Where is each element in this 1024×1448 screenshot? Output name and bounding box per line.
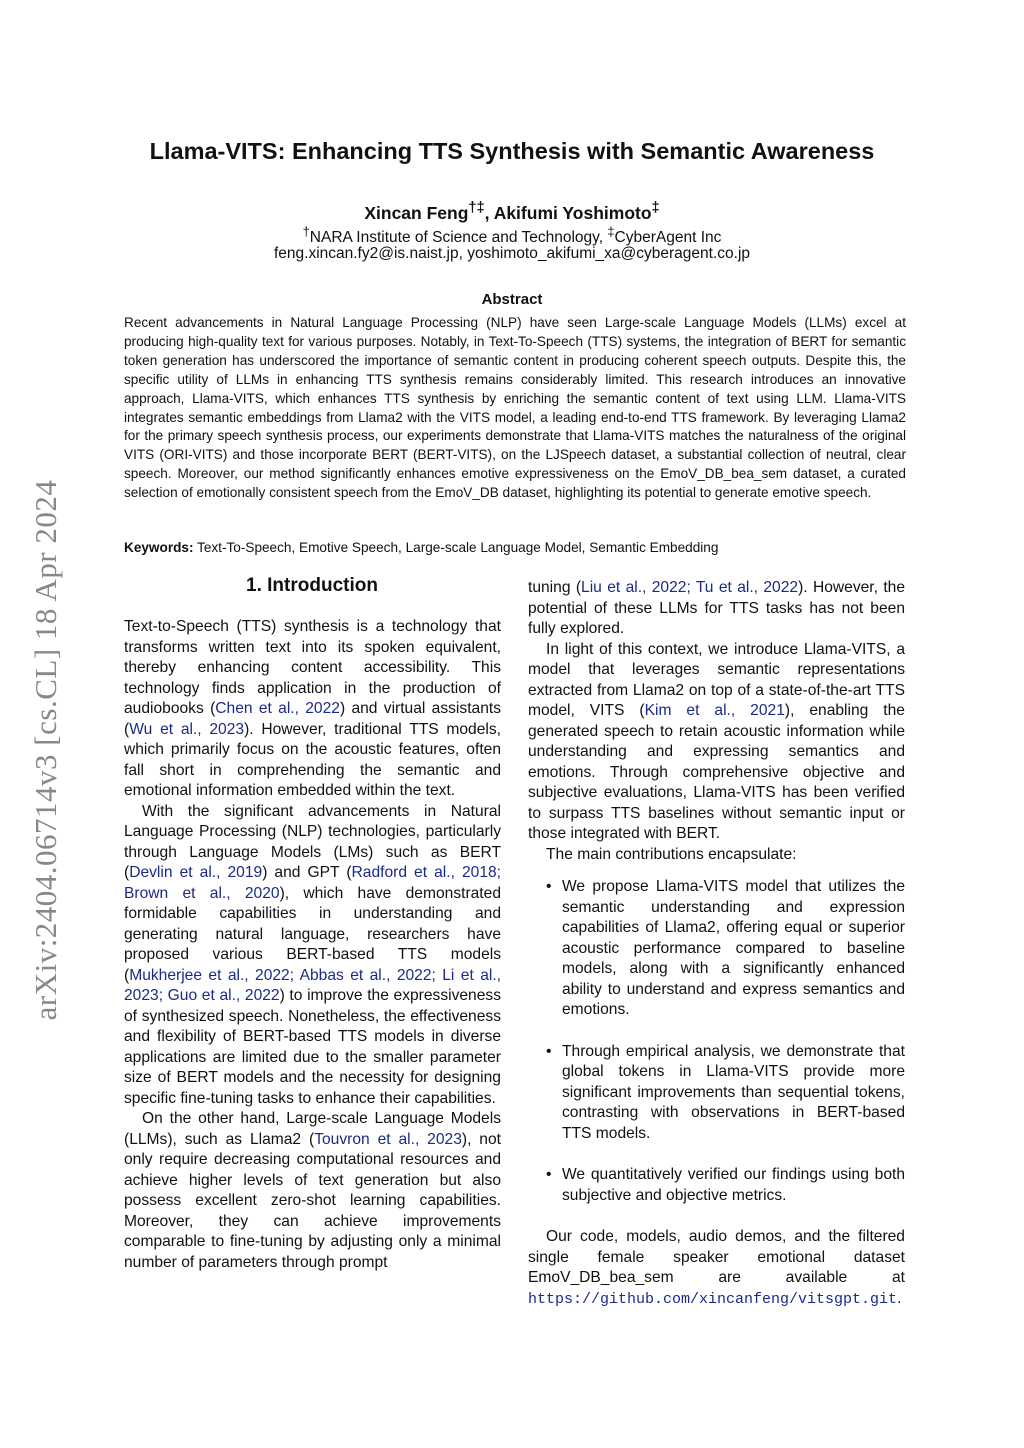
list-item xyxy=(528,1042,905,1145)
citation-link[interactable]: Touvron et al., 2023 xyxy=(314,1130,462,1148)
list-item-text: We propose Llama-VITS model that utilizes the semantic understanding and expression capabilities of Llama2, offering equal or superior acoustic performance compared to baseline models, along with a significantly enhanced ability to understand and express semantics and emotions. xyxy=(562,878,905,1018)
code-repository-link[interactable]: https://github.com/xincanfeng/vitsgpt.git xyxy=(528,1290,898,1308)
list-item-text: Through empirical analysis, we demonstrate that global tokens in Llama-VITS provide more significant improvements than sequential tokens, contrasting with observations in BERT-based TTS models. xyxy=(562,1042,905,1142)
citation-link[interactable]: Kim et al., 2021 xyxy=(644,702,785,719)
author-emails: feng.xincan.fy2@is.naist.jp, yoshimoto_akifumi_xa@cyberagent.co.jp xyxy=(273,245,751,262)
list-item xyxy=(528,1165,905,1206)
paper-title: Llama-VITS: Enhancing TTS Synthesis with Semantic Awareness xyxy=(149,138,875,164)
bullet-icon: • xyxy=(546,1042,552,1060)
affiliation: NARA Institute of Science and Technology, xyxy=(309,229,608,247)
bullet-icon: • xyxy=(546,878,552,895)
paragraph: Our code, models, audio demos, and the filtered single female speaker emotional dataset EmoV_DB_bea_sem are available at https://github.com/xincanfeng/vitsgpt.git. xyxy=(528,1228,905,1308)
citation-link[interactable]: Mukherjee et al., 2022; Abbas et al., 2022; Li et al., 2023; Guo et al., 2022 xyxy=(124,966,501,1004)
author-affil-mark: ‡ xyxy=(651,200,660,216)
paragraph: On the other hand, Large-scale Language Models (LLMs), such as Llama2 (Touvron et al., 2023), not only require decreasing computational resources and achieve higher levels of text generation but also possess excellent zero-shot learning capabilities. Moreover, they can achieve improvements comparable to fine-tuning by adjusting only a minimal number of parameters through prompt xyxy=(124,1110,501,1271)
right-column xyxy=(528,578,905,1310)
author-name: Akifumi Yoshimoto xyxy=(493,202,652,223)
citation-link[interactable]: Wu et al., 2023 xyxy=(129,720,245,738)
arxiv-sidebar-id: arXiv:2404.06714v3 [cs.CL] 18 Apr 2024 xyxy=(28,479,63,1021)
affiliation: CyberAgent Inc xyxy=(614,229,722,247)
keywords xyxy=(124,540,906,555)
left-column xyxy=(124,617,501,1273)
list-item xyxy=(528,877,905,1021)
bullet-icon: • xyxy=(546,1166,552,1183)
citation-link[interactable]: Liu et al., 2022; Tu et al., 2022 xyxy=(581,579,799,596)
abstract-body: Recent advancements in Natural Language Processing (NLP) have seen Large-scale Language Models (LLMs) excel at producing high-quality text for various purposes. Notably, in Text-To-Speech (TTS) systems, the integration of BERT for semantic token generation has underscored the importance of semantic content in producing coherent speech outputs. Despite this, the specific utility of LLMs in enhancing TTS synthesis remains considerably limited. This research introduces an innovative approach, Llama-VITS, which enhances TTS synthesis by enriching the semantic content of text using LLM. Llama-VITS integrates semantic embeddings from Llama2 with the VITS model, a leading end-to-end TTS framework. By leveraging Llama2 for the primary speech synthesis process, our experiments demonstrate that Llama-VITS matches the naturalness of the original VITS (ORI-VITS) and those incorporate BERT (BERT-VITS), on the LJSpeech dataset, a substantial collection of neutral, clear speech. Moreover, our method significantly enhances emotive expressiveness on the EmoV_DB_bea_sem dataset, a curated selection of emotionally consistent speech from the EmoV_DB dataset, highlighting its potential to generate emotive speech. xyxy=(124,315,906,501)
paragraph: The main contributions encapsulate: xyxy=(546,845,797,863)
contributions-list xyxy=(528,877,905,1206)
keywords-label: Keywords: xyxy=(124,540,194,555)
citation-link[interactable]: Chen et al., 2022 xyxy=(215,700,340,717)
citation-link[interactable]: Radford et al., 2018; Brown et al., 2020 xyxy=(124,864,501,902)
paragraph: Text-to-Speech (TTS) synthesis is a technology that transforms written text into its spoken equivalent, thereby enhancing content accessibility. This technology finds application in the production of audiobooks (Chen et al., 2022) and virtual assistants (Wu et al., 2023). However, traditional TTS models, which primarily focus on the acoustic features, often fall short in comprehending the semantic and emotional information embedded within the text. xyxy=(124,618,501,799)
author-name: Xincan Feng xyxy=(364,202,469,223)
affil-mark: † xyxy=(302,224,310,239)
citation-link[interactable]: Devlin et al., 2019 xyxy=(129,864,263,881)
affiliations xyxy=(0,224,1024,247)
paragraph: tuning (Liu et al., 2022; Tu et al., 2022). However, the potential of these LLMs for TTS tasks has not been fully explored. xyxy=(528,579,905,637)
paragraph: In light of this context, we introduce Llama-VITS, a model that leverages semantic representations extracted from Llama2 on top of a state-of-the-art TTS model, VITS (Kim et al., 2021), enabling the generated speech to retain acoustic information while understanding and expressing semantics and emotions. Through comprehensive objective and subjective evaluations, Llama-VITS has been verified to surpass TTS baselines without semantic input or those integrated with BERT. xyxy=(528,640,905,842)
affil-mark: ‡ xyxy=(607,224,615,239)
author-separator: , xyxy=(484,202,494,223)
section-heading-introduction: 1. Introduction xyxy=(246,575,378,596)
keywords-list: Text-To-Speech, Emotive Speech, Large-scale Language Model, Semantic Embedding xyxy=(193,540,719,555)
list-item-text: We quantitatively verified our findings using both subjective and objective metrics. xyxy=(562,1166,905,1204)
abstract-heading: Abstract xyxy=(481,291,543,308)
author-affil-mark: †‡ xyxy=(468,200,485,216)
paragraph: With the significant advancements in Natural Language Processing (NLP) technologies, particularly through Language Models (LMs) such as BERT (Devlin et al., 2019) and GPT (Radford et al., 2018; Brown et al., 2020), which have demonstrated formidable capabilities in understanding and generating natural language, researchers have proposed various BERT-based TTS models (Mukherjee et al., 2022; Abbas et al., 2022; Li et al., 2023; Guo et al., 2022) to improve the expressiveness of synthesized speech. Nonetheless, the effectiveness and flexibility of BERT-based TTS models in diverse applications are limited due to the smaller parameter size of BERT models and the necessity for designing specific fine-tuning tasks to enhance their capabilities. xyxy=(124,802,501,1107)
author-list xyxy=(0,200,1024,224)
